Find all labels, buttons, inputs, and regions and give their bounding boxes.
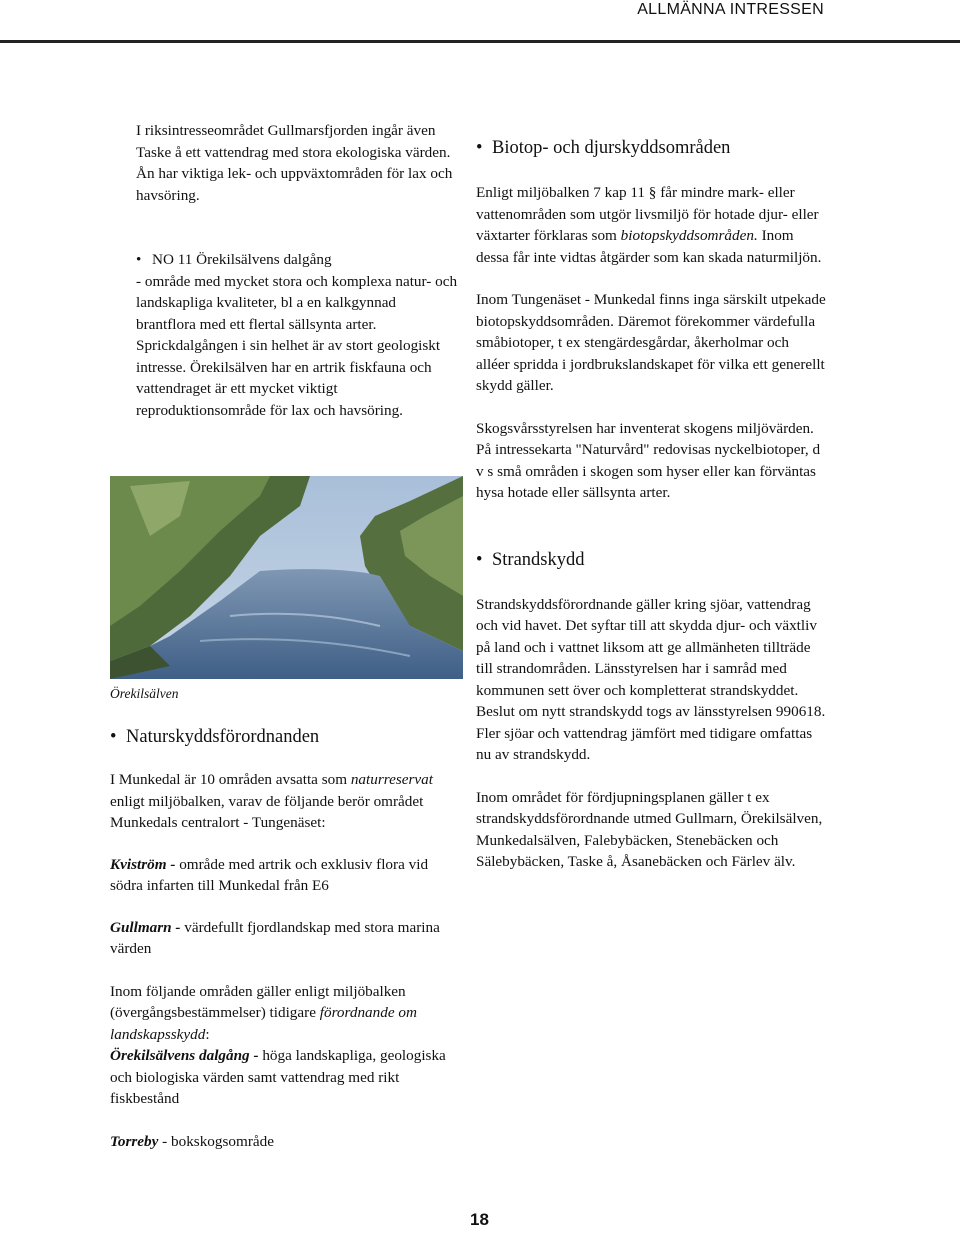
no11-title-line	[136, 249, 458, 271]
naturskydd-intro-text-b: enligt miljöbalken, varav de följande berör området Munkedals centralort - Tungenäset:	[110, 792, 424, 831]
torreby-entry	[110, 1131, 458, 1153]
page-number: 18	[470, 1210, 489, 1229]
kvistrom-entry	[110, 854, 458, 897]
naturskydd-heading-line	[110, 725, 458, 749]
bullet-icon: •	[110, 727, 117, 747]
photo-caption: Örekilsälven	[110, 686, 179, 701]
gullmarn-text: värdefullt fjordlandskap med stora marina värden	[110, 918, 440, 957]
strandskydd-heading-line	[476, 548, 826, 572]
section-title: ALLMÄNNA INTRESSEN	[637, 1, 824, 18]
biotop-p1-em: biotopskyddsområden.	[620, 227, 758, 244]
bullet-icon: •	[476, 138, 483, 158]
no11-body: - område med mycket stora och komplexa natur- och landskapliga kvaliteter, bl a en kalkgynnad brantflora med ett flertal sällsynta arter. Sprickdalgången i sin helhet är av stort geologiskt intresse. Örekilsälven har en artrik fiskfauna och vattendraget är ett mycket viktigt reproduktionsområde för lax och havsöring.	[136, 272, 458, 419]
torreby-name: Torreby	[110, 1132, 159, 1150]
landskapsskydd-text-b: :	[205, 1025, 210, 1043]
orekil-entry	[110, 1045, 458, 1110]
river-photo	[110, 476, 463, 679]
naturskydd-intro-em: naturreservat	[350, 771, 433, 788]
orekil-name: Örekilsälvens dalgång -	[110, 1047, 259, 1064]
torreby-text: - bokskogsområde	[158, 1132, 274, 1150]
page-header	[0, 0, 960, 40]
biotop-heading-line	[476, 136, 826, 160]
gullmarn-entry	[110, 917, 458, 960]
biotop-p1-text-a: Enligt miljöbalken 7 kap 11 § får mindre mark- eller vattenområden som utgör livsmiljö för hotade djur- eller växtarter förklaras som	[476, 184, 819, 244]
strandskydd-heading: Strandskydd	[492, 549, 585, 570]
strandskydd-p2: Inom området för fördjupningsplanen gäller t ex strandskyddsförordnande utmed Gullmarn, Örekilsälven, Munkedalsälven, Falebybäcken, Stenebäcken och Sälebybäcken, Taske å, Åsanebäcken och Färlev älv.	[476, 788, 823, 870]
naturskydd-intro	[110, 769, 458, 834]
biotop-p1	[476, 182, 826, 268]
bullet-icon: •	[476, 549, 483, 570]
landskapsskydd-text-a: Inom följande områden gäller enligt miljöbalken (övergångsbestämmelser) tidigare	[110, 982, 406, 1021]
strandskydd-p1: Strandskyddsförordnande gäller kring sjöar, vattendrag och vid havet. Det syftar till att skydda djur- och växtliv på land och i vattnet liksom att ge allmänheten tillträde till strandområden. Länsstyrelsen har i samråd med kommunen sett över och kompletterat strandskyddet. Beslut om nytt strandskydd togs av länsstyrelsen 990618. Fler sjöar och vattendrag jämfört med tidigare omfattas nu av strandskydd.	[476, 595, 826, 763]
bullet-icon: •	[136, 251, 142, 268]
kvistrom-name: Kviström -	[110, 855, 176, 873]
right-column	[476, 136, 826, 873]
left-column-top	[136, 120, 458, 421]
river-illustration	[110, 476, 463, 679]
gullmarn-name: Gullmarn -	[110, 918, 181, 936]
left-column-bottom	[110, 725, 458, 1152]
biotop-heading: Biotop- och djurskyddsområden	[492, 138, 731, 158]
biotop-p3: Skogsvårsstyrelsen har inventerat skogens miljövärden. På intressekarta "Naturvård" redovisas nyckelbiotoper, d v s små områden i skogen som hyser eller kan förväntas hysa hotade eller sällsynta arter.	[476, 419, 821, 501]
header-rule	[0, 40, 960, 43]
landskapsskydd-em: förordnande om landskapsskydd	[110, 1004, 417, 1043]
biotop-p1-text-b: Inom dessa får inte vidtas åtgärder som kan skada naturmiljön.	[476, 227, 822, 266]
biotop-p2: Inom Tungenäset - Munkedal finns inga särskilt utpekade biotopskyddsområden. Däremot förekommer värdefulla småbiotoper, t ex stengärdesgårdar, åkerholmar och alléer spridda i jordbrukslandskapet för vilka ett generellt skydd gäller.	[476, 291, 826, 394]
kvistrom-text: område med artrik och exklusiv flora vid södra infarten till Munkedal från E6	[110, 855, 429, 894]
landskapsskydd-intro	[110, 981, 458, 1046]
intro-paragraph: I riksintresseområdet Gullmarsfjorden ingår även Taske å ett vattendrag med stora ekologiska värden. Ån har viktiga lek- och uppväxtområden för lax och havsöring.	[136, 122, 453, 204]
naturskydd-intro-text-a: I Munkedal är 10 områden avsatta som	[110, 771, 351, 788]
no11-title: NO 11 Örekilsälvens dalgång	[152, 251, 332, 268]
naturskydd-heading: Naturskyddsförordnanden	[126, 727, 320, 747]
orekil-text: höga landskapliga, geologiska och biologiska värden samt vattendrag med rikt fiskbestånd	[110, 1047, 446, 1107]
